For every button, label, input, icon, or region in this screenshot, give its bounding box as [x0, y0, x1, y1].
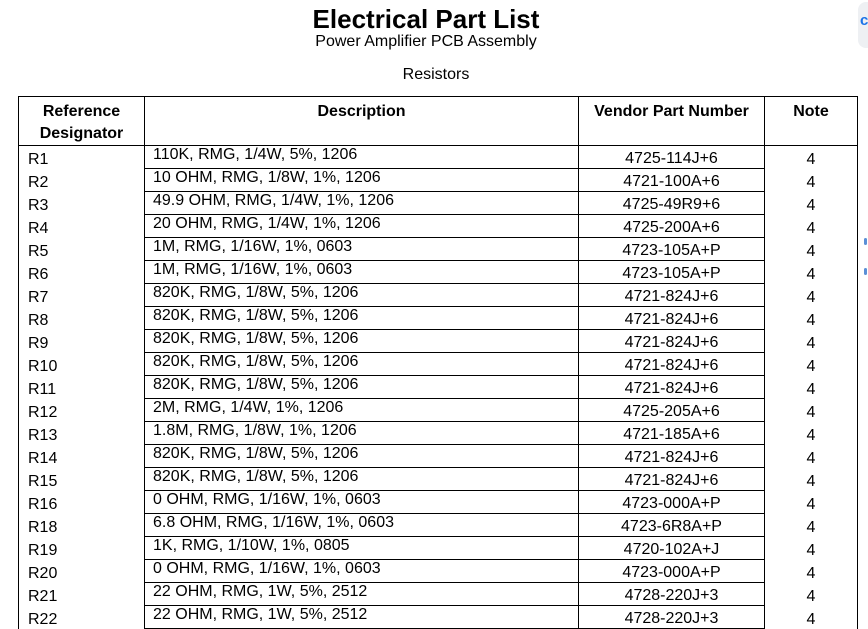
cell-reference: R10	[19, 353, 145, 376]
cell-vendor-part: 4725-114J+6	[579, 146, 765, 169]
cell-note: 4	[765, 537, 858, 560]
cell-description: 22 OHM, RMG, 1W, 5%, 2512	[145, 606, 579, 629]
cell-vendor-part: 4721-824J+6	[579, 353, 765, 376]
table-row	[19, 560, 858, 583]
cell-note: 4	[765, 606, 858, 629]
cell-note: 4	[765, 330, 858, 353]
cell-reference: R21	[19, 583, 145, 606]
cell-reference: R1	[19, 146, 145, 169]
cell-note: 4	[765, 238, 858, 261]
cell-note: 4	[765, 192, 858, 215]
table-row	[19, 514, 858, 537]
table-row	[19, 491, 858, 514]
parts-table-body	[19, 146, 858, 629]
cell-note: 4	[765, 376, 858, 399]
table-header-row	[19, 97, 858, 146]
cell-reference: R4	[19, 215, 145, 238]
cell-reference: R16	[19, 491, 145, 514]
cell-vendor-part: 4721-824J+6	[579, 376, 765, 399]
table-row	[19, 353, 858, 376]
table-row	[19, 330, 858, 353]
table-row	[19, 606, 858, 629]
cell-vendor-part: 4723-105A+P	[579, 238, 765, 261]
cell-description: 820K, RMG, 1/8W, 5%, 1206	[145, 284, 579, 307]
table-row	[19, 192, 858, 215]
cell-vendor-part: 4721-824J+6	[579, 445, 765, 468]
cell-vendor-part: 4723-105A+P	[579, 261, 765, 284]
table-row	[19, 284, 858, 307]
cell-description: 2M, RMG, 1/4W, 1%, 1206	[145, 399, 579, 422]
table-row	[19, 445, 858, 468]
cell-vendor-part: 4725-49R9+6	[579, 192, 765, 215]
cell-description: 820K, RMG, 1/8W, 5%, 1206	[145, 353, 579, 376]
table-row	[19, 468, 858, 491]
cell-vendor-part: 4721-824J+6	[579, 468, 765, 491]
cell-note: 4	[765, 468, 858, 491]
cell-note: 4	[765, 261, 858, 284]
cell-note: 4	[765, 353, 858, 376]
parts-table	[18, 96, 858, 629]
cell-reference: R8	[19, 307, 145, 330]
cell-vendor-part: 4728-220J+3	[579, 606, 765, 629]
cell-description: 0 OHM, RMG, 1/16W, 1%, 0603	[145, 491, 579, 514]
side-panel-tab[interactable]	[858, 2, 868, 48]
page-title: Electrical Part List	[312, 4, 540, 34]
header-reference-designator: Reference Designator	[19, 97, 145, 146]
table-row	[19, 583, 858, 606]
cell-description: 10 OHM, RMG, 1/8W, 1%, 1206	[145, 169, 579, 192]
cell-vendor-part: 4721-824J+6	[579, 330, 765, 353]
cell-note: 4	[765, 399, 858, 422]
cell-note: 4	[765, 307, 858, 330]
cell-reference: R9	[19, 330, 145, 353]
cell-vendor-part: 4721-824J+6	[579, 307, 765, 330]
cell-note: 4	[765, 560, 858, 583]
section-heading: Resistors	[402, 66, 470, 83]
cell-description: 1K, RMG, 1/10W, 1%, 0805	[145, 537, 579, 560]
table-row	[19, 537, 858, 560]
scroll-marker	[864, 268, 867, 275]
cell-description: 820K, RMG, 1/8W, 5%, 1206	[145, 468, 579, 491]
cell-note: 4	[765, 583, 858, 606]
table-row	[19, 261, 858, 284]
cell-vendor-part: 4723-6R8A+P	[579, 514, 765, 537]
table-row	[19, 422, 858, 445]
table-row	[19, 307, 858, 330]
cell-description: 22 OHM, RMG, 1W, 5%, 2512	[145, 583, 579, 606]
cell-note: 4	[765, 514, 858, 537]
cell-note: 4	[765, 422, 858, 445]
cell-reference: R7	[19, 284, 145, 307]
scroll-marker	[864, 238, 867, 245]
cell-vendor-part: 4725-205A+6	[579, 399, 765, 422]
cell-vendor-part: 4725-200A+6	[579, 215, 765, 238]
cell-vendor-part: 4728-220J+3	[579, 583, 765, 606]
table-row	[19, 146, 858, 169]
table-row	[19, 238, 858, 261]
cell-vendor-part: 4720-102A+J	[579, 537, 765, 560]
cell-description: 820K, RMG, 1/8W, 5%, 1206	[145, 307, 579, 330]
cell-note: 4	[765, 284, 858, 307]
cell-reference: R3	[19, 192, 145, 215]
cell-vendor-part: 4721-100A+6	[579, 169, 765, 192]
cell-vendor-part: 4723-000A+P	[579, 491, 765, 514]
cell-note: 4	[765, 215, 858, 238]
cell-description: 6.8 OHM, RMG, 1/16W, 1%, 0603	[145, 514, 579, 537]
cell-note: 4	[765, 146, 858, 169]
cell-reference: R13	[19, 422, 145, 445]
cell-vendor-part: 4723-000A+P	[579, 560, 765, 583]
table-row	[19, 376, 858, 399]
header-vendor-part-number: Vendor Part Number	[579, 97, 765, 146]
cell-description: 1.8M, RMG, 1/8W, 1%, 1206	[145, 422, 579, 445]
cell-reference: R12	[19, 399, 145, 422]
cell-description: 1M, RMG, 1/16W, 1%, 0603	[145, 261, 579, 284]
cell-note: 4	[765, 491, 858, 514]
cell-reference: R11	[19, 376, 145, 399]
table-row	[19, 399, 858, 422]
cell-description: 820K, RMG, 1/8W, 5%, 1206	[145, 445, 579, 468]
cell-description: 0 OHM, RMG, 1/16W, 1%, 0603	[145, 560, 579, 583]
cell-description: 110K, RMG, 1/4W, 5%, 1206	[145, 146, 579, 169]
page-subtitle: Power Amplifier PCB Assembly	[315, 33, 537, 50]
cell-reference: R19	[19, 537, 145, 560]
cell-vendor-part: 4721-185A+6	[579, 422, 765, 445]
cell-description: 49.9 OHM, RMG, 1/4W, 1%, 1206	[145, 192, 579, 215]
header-note: Note	[765, 97, 858, 146]
cell-reference: R20	[19, 560, 145, 583]
cell-reference: R22	[19, 606, 145, 629]
cell-reference: R6	[19, 261, 145, 284]
cell-note: 4	[765, 169, 858, 192]
cell-reference: R18	[19, 514, 145, 537]
cell-reference: R15	[19, 468, 145, 491]
cell-description: 820K, RMG, 1/8W, 5%, 1206	[145, 376, 579, 399]
table-row	[19, 169, 858, 192]
header-description: Description	[145, 97, 579, 146]
cell-description: 20 OHM, RMG, 1/4W, 1%, 1206	[145, 215, 579, 238]
cell-reference: R14	[19, 445, 145, 468]
cell-reference: R5	[19, 238, 145, 261]
cell-description: 1M, RMG, 1/16W, 1%, 0603	[145, 238, 579, 261]
cell-note: 4	[765, 445, 858, 468]
cell-reference: R2	[19, 169, 145, 192]
panel-icon: c	[860, 12, 868, 29]
cell-description: 820K, RMG, 1/8W, 5%, 1206	[145, 330, 579, 353]
table-row	[19, 215, 858, 238]
cell-vendor-part: 4721-824J+6	[579, 284, 765, 307]
